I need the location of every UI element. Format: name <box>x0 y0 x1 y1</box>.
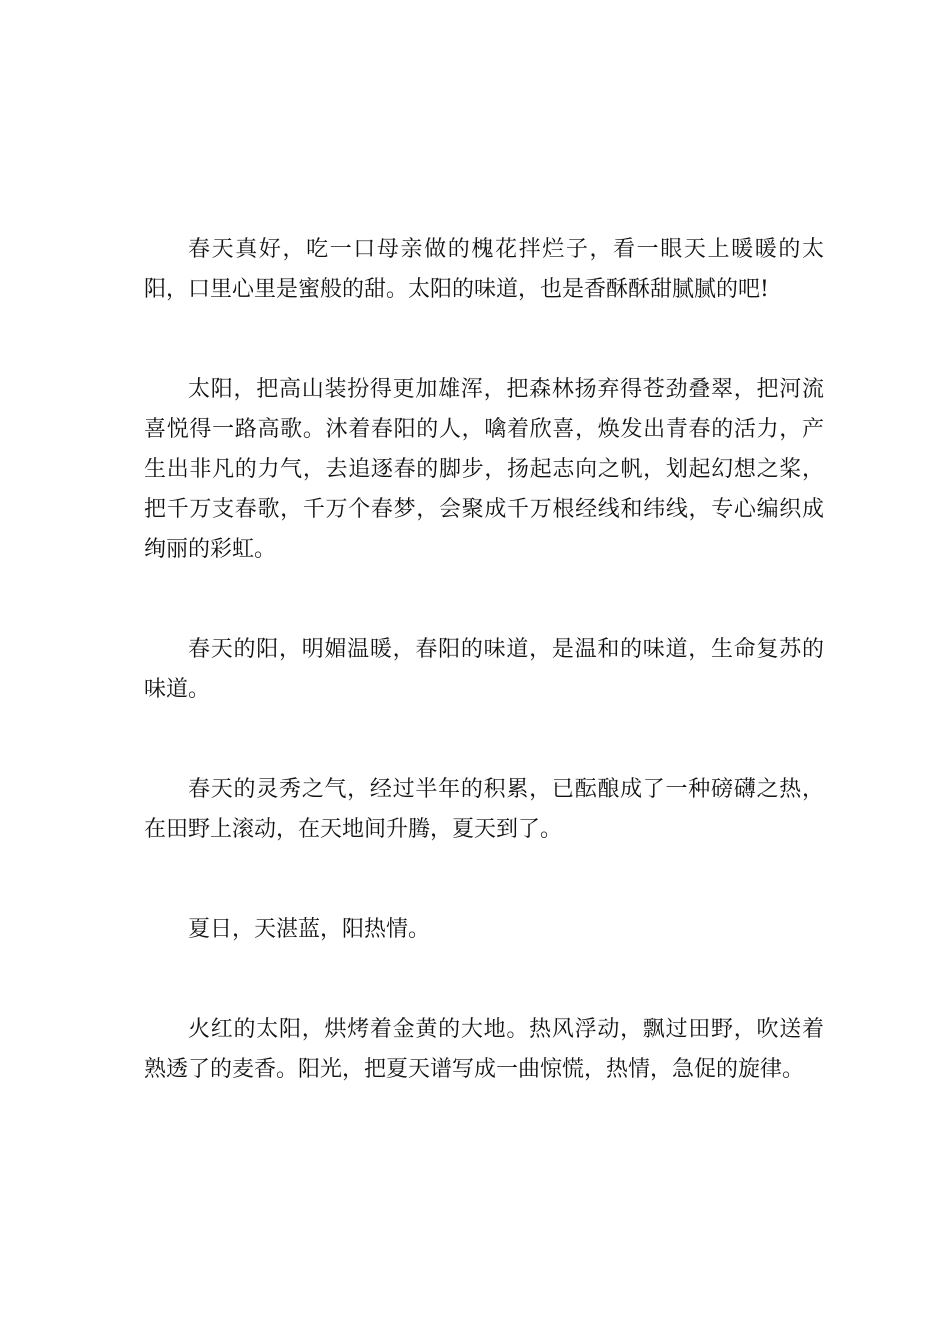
paragraph-1: 春天真好，吃一口母亲做的槐花拌烂子，看一眼天上暖暖的太阳，口里心里是蜜般的甜。太阳的味道，也是香酥酥甜腻腻的吧! <box>144 237 824 302</box>
paragraph-2: 太阳，把高山装扮得更加雄浑，把森林扬弃得苍劲叠翠，把河流喜悦得一路高歌。沐着春阳的人，噙着欣喜，焕发出青春的活力，产生出非凡的力气，去追逐春的脚步，扬起志向之帆，划起幻想之桨，把千万支春歌，千万个春梦，会聚成千万根经线和纬线，专心编织成绚丽的彩虹。 <box>144 377 824 562</box>
document-body <box>144 230 824 1150</box>
paragraph-5: 夏日，天湛蓝，阳热情。 <box>188 917 431 942</box>
paragraph-3: 春天的阳，明媚温暖，春阳的味道，是温和的味道，生命复苏的味道。 <box>144 637 824 702</box>
paragraph-4: 春天的灵秀之气，经过半年的积累，已酝酿成了一种磅礴之热，在田野上滚动，在天地间升腾，夏天到了。 <box>144 777 824 842</box>
paragraph-6: 火红的太阳，烘烤着金黄的大地。热风浮动，飘过田野，吹送着熟透了的麦香。阳光，把夏天谱写成一曲惊慌，热情，急促的旋律。 <box>144 1017 824 1082</box>
